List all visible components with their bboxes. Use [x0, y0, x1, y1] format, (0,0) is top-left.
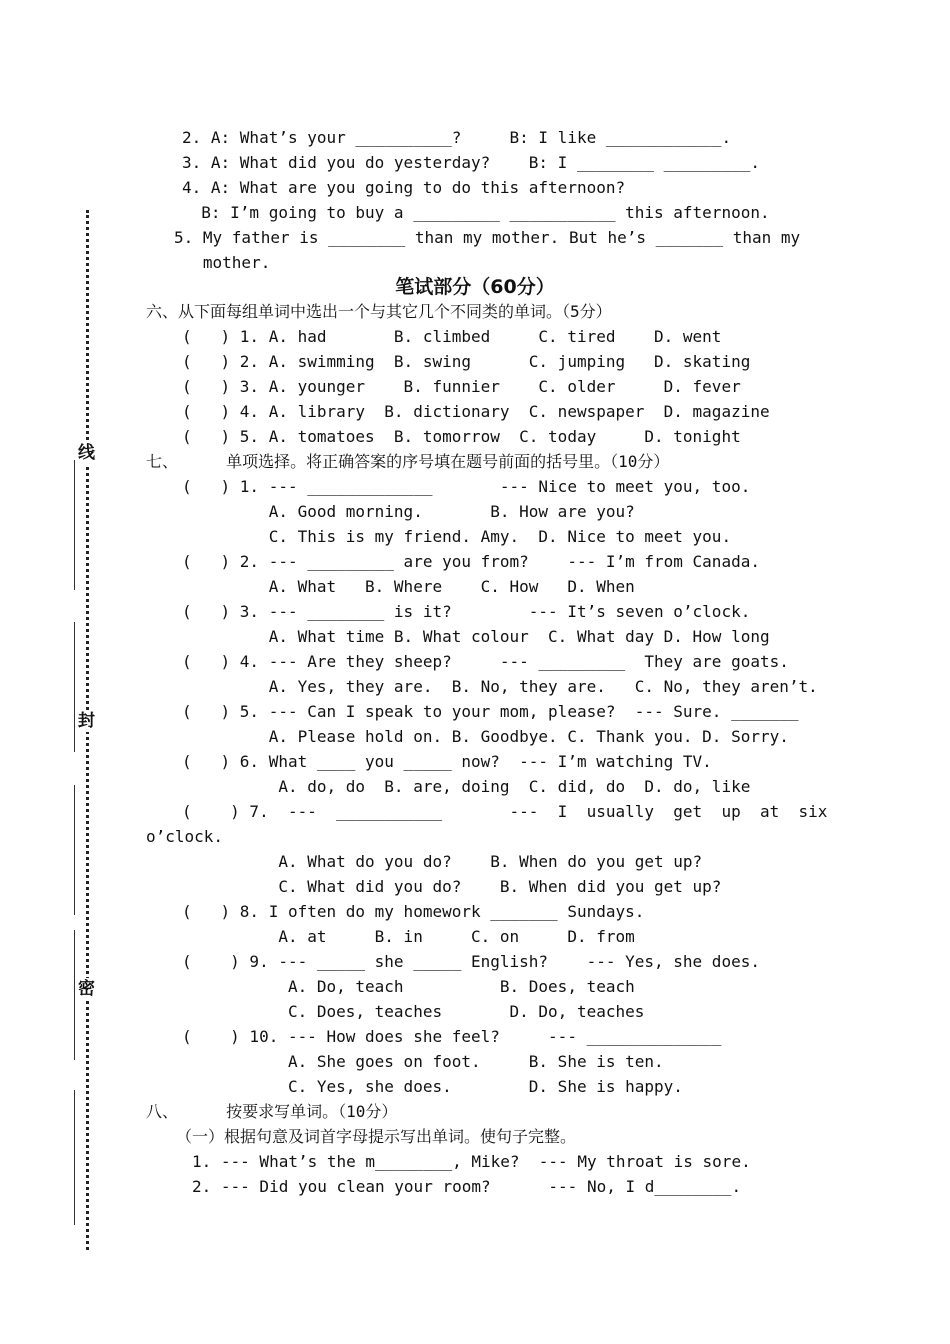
- sec7-line: A. Do, teach B. Does, teach: [182, 977, 635, 996]
- sec7-line: C. Does, teaches D. Do, teaches: [182, 1002, 645, 1021]
- sec7-line: C. This is my friend. Amy. D. Nice to meet you.: [182, 527, 732, 546]
- sec7-line: ( ) 9. --- _____ she _____ English? --- Yes, she does.: [182, 952, 760, 971]
- sec7-line: ( ) 8. I often do my homework _______ Sundays.: [182, 902, 645, 921]
- sec7-line: A. She goes on foot. B. She is ten.: [182, 1052, 664, 1071]
- sec7-line: A. Good morning. B. How are you?: [182, 502, 635, 521]
- binding-char-feng: 封: [78, 711, 95, 731]
- sec7-line: C. Yes, she does. D. She is happy.: [182, 1077, 683, 1096]
- binding-rule: [74, 1090, 75, 1225]
- sec7-line: ( ) 6. What ____ you _____ now? --- I’m watching TV.: [182, 752, 712, 771]
- binding-rule: [74, 785, 75, 915]
- top-question-2: 2. A: What’s your __________? B: I like ____________.: [182, 128, 732, 147]
- sec7-line: ( ) 5. --- Can I speak to your mom, please? --- Sure. _______: [182, 702, 799, 721]
- sec6-item: ( ) 1. A. had B. climbed C. tired D. went: [182, 327, 722, 346]
- top-question-4-answer: B: I’m going to buy a _________ ___________ this afternoon.: [182, 203, 770, 222]
- sec6-item: ( ) 5. A. tomatoes B. tomorrow C. today D. tonight: [182, 427, 741, 446]
- top-question-4: 4. A: What are you going to do this afternoon?: [182, 178, 626, 197]
- binding-margin: [74, 210, 104, 1250]
- sec7-line: A. Please hold on. B. Goodbye. C. Thank you. D. Sorry.: [182, 727, 789, 746]
- section-8-subheading: （一）根据句意及词首字母提示写出单词。使句子完整。: [176, 1127, 577, 1146]
- sec7-line: A. What B. Where C. How D. When: [182, 577, 635, 596]
- sec7-line: A. do, do B. are, doing C. did, do D. do, like: [182, 777, 751, 796]
- sec6-item: ( ) 4. A. library B. dictionary C. newspaper D. magazine: [182, 402, 770, 421]
- sec7-line: A. What do you do? B. When do you get up?: [182, 852, 703, 871]
- sec7-line: C. What did you do? B. When did you get up?: [182, 877, 722, 896]
- top-question-5: 5. My father is ________ than my mother. But he’s _______ than my: [174, 228, 801, 247]
- binding-rule: [74, 930, 75, 1060]
- section-7-heading: 七、 单项选择。将正确答案的序号填在题号前面的括号里。（10分）: [146, 452, 670, 471]
- sec7-line: ( ) 7. --- ___________ --- I usually get up at six: [182, 802, 828, 821]
- top-question-5-cont: mother.: [174, 253, 271, 272]
- sec7-line: ( ) 4. --- Are they sheep? --- _________ They are goats.: [182, 652, 789, 671]
- sec7-line: ( ) 3. --- ________ is it? --- It’s seven o’clock.: [182, 602, 751, 621]
- binding-char-mi: 密: [78, 979, 95, 999]
- page-title: 笔试部分（60分）: [395, 276, 555, 298]
- sec7-line: A. What time B. What colour C. What day D. How long: [182, 627, 770, 646]
- binding-rule: [74, 460, 75, 590]
- sec7-line: ( ) 2. --- _________ are you from? --- I’m from Canada.: [182, 552, 760, 571]
- binding-rule: [74, 622, 75, 752]
- sec7-line: ( ) 10. --- How does she feel? --- ______________: [182, 1027, 722, 1046]
- section-6-heading: 六、从下面每组单词中选出一个与其它几个不同类的单词。（5分）: [146, 302, 612, 321]
- sec6-item: ( ) 2. A. swimming B. swing C. jumping D. skating: [182, 352, 751, 371]
- sec8-item: 1. --- What’s the m________, Mike? --- My throat is sore.: [192, 1152, 751, 1171]
- sec7-line: ( ) 1. --- _____________ --- Nice to meet you, too.: [182, 477, 751, 496]
- sec7-line: A. at B. in C. on D. from: [182, 927, 635, 946]
- section-8-heading: 八、 按要求写单词。（10分）: [146, 1102, 398, 1121]
- top-question-3: 3. A: What did you do yesterday? B: I ________ _________.: [182, 153, 760, 172]
- binding-char-xian: 线: [78, 443, 95, 463]
- sec8-item: 2. --- Did you clean your room? --- No, I d________.: [192, 1177, 742, 1196]
- sec7-line: A. Yes, they are. B. No, they are. C. No, they aren’t.: [182, 677, 818, 696]
- sec6-item: ( ) 3. A. younger B. funnier C. older D. fever: [182, 377, 741, 396]
- sec7-line: o’clock.: [146, 827, 224, 846]
